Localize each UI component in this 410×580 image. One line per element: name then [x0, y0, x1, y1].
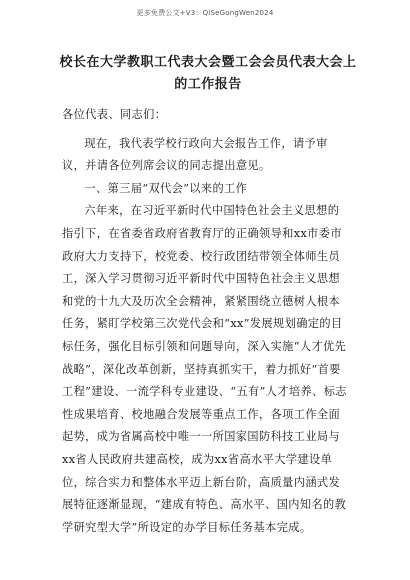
intro-paragraph: 现在，我代表学校行政向大会报告工作，请予审议，并请各位列席会议的同志提出意见。 — [62, 136, 328, 173]
document-title: 校长在大学教职工代表大会暨工会会员代表大会上的工作报告 — [59, 55, 357, 92]
salutation: 各位代表、同志们： — [62, 108, 167, 121]
body-paragraph: 六年来，在习近平新时代中国特色社会主义思想的指引下，在省委省政府省教育厅的正确领导和xx市委市政府大力支持下，校党委、校行政团结带领全体师生员工，深入学习贯彻习近平新时代中国特色社会主义思想和党的十九大及历次全会精神，紧紧围绕立德树人根本任务，紧盯学校第三次党代会和“xx”发展规划确定的目标任务，强化目标引领和问题导向，深入实施“人才优先战略”，深化改革创新，坚持真抓实干，着力抓好“首要工程”建设、一流学科专业建设、“五有”人才培养、标志性成果培育、校地融合发展等重点工作，各项工作全面起势，成为省属高校中唯一一所国家国防科技工业局与xx省人民政府共建高校，成为xx省高水平大学建设单位，综合实力和整体水平迈上新台阶，高质量内涵式发展特征逐渐显现，“建成有特色、高水平、国内知名的教学研究型大学”所设定的办学目标任务基本完成。 — [62, 204, 347, 534]
document-body — [62, 104, 348, 539]
section-heading: 一、第三届“双代会”以来的工作 — [84, 181, 248, 195]
header-note: 更多免费公文+V3：QiSeGongWen2024 — [136, 9, 274, 17]
